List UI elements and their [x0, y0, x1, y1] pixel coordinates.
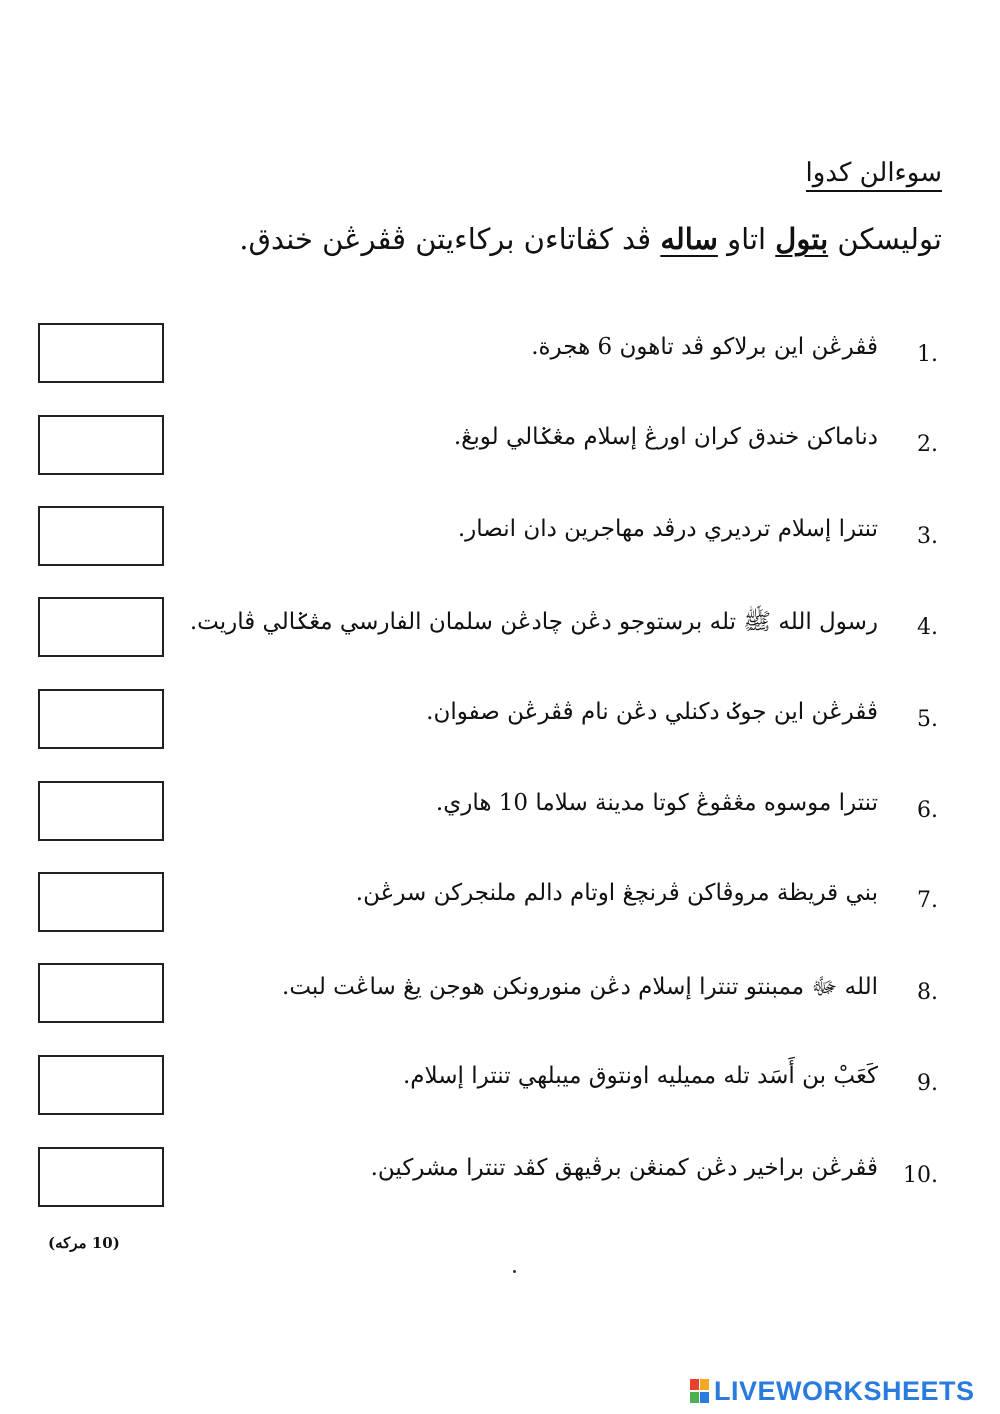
question-text: تنترا موسوه مڠڤوڠ كوتا مدينة سلاما 10 هاري.	[435, 790, 878, 816]
question-text: الله ﷻ ممبنتو تنترا إسلام دڠن منورونكن هوجن يڠ ساڠت لبت.	[282, 974, 878, 1000]
stray-dot	[513, 1270, 516, 1273]
answer-box-3[interactable]	[38, 506, 164, 566]
answer-box-4[interactable]	[38, 597, 164, 657]
answer-box-8[interactable]	[38, 963, 164, 1023]
question-number: 3.	[917, 524, 938, 549]
question-text: رسول الله ﷺ تله برستوجو دڠن چادڠن سلمان الفارسي مڠݢالي ڤاريت.	[189, 609, 878, 635]
logo-square	[700, 1392, 709, 1403]
question-number: 5.	[917, 707, 938, 732]
question-number: 10.	[903, 1163, 938, 1188]
logo-square	[690, 1379, 699, 1390]
instruction-part-1: توليسكن	[828, 222, 942, 256]
question-text: دناماكن خندق كران اورڠ إسلام مڠݢالي لوبڠ.	[453, 424, 878, 450]
liveworksheets-logo-icon	[690, 1379, 710, 1403]
answer-box-5[interactable]	[38, 689, 164, 749]
answer-box-1[interactable]	[38, 323, 164, 383]
false-word: ساله	[660, 222, 718, 256]
brand-name: LIVEWORKSHEETS	[714, 1375, 975, 1406]
answer-box-10[interactable]	[38, 1147, 164, 1207]
question-number: 2.	[917, 432, 938, 457]
question-text: ڤڤرڠن اين برلاكو ڤد تاهون 6 هجرة.	[531, 334, 878, 360]
question-number: 1.	[917, 342, 938, 367]
footer-brand	[690, 1376, 975, 1406]
logo-square	[690, 1392, 699, 1403]
answer-box-6[interactable]	[38, 781, 164, 841]
instruction-part-2: اتاو	[717, 222, 776, 256]
total-marks: (10 مركه)	[48, 1234, 120, 1252]
section-title: سوءالن كدوا	[806, 158, 942, 192]
question-text: بني قريظة مروڤاكن ڤرنچڠ اوتام دالم ملنجركن سرڠن.	[355, 880, 878, 906]
question-number: 7.	[917, 888, 938, 913]
answer-box-2[interactable]	[38, 415, 164, 475]
instruction-part-3: ڤد كڤاتاءن بركاءيتن ڤڤرڠن خندق.	[239, 222, 661, 256]
question-text: ڤڤرڠن براخير دڠن كمنڠن برڤيهق كڤد تنترا مشركين.	[370, 1155, 878, 1181]
logo-square	[700, 1379, 709, 1390]
instruction-text	[239, 222, 942, 256]
question-text: كَعَبْ بن أَسَد تله مميليه اونتوق ميبلهي تنترا إسلام.	[402, 1063, 878, 1089]
answer-box-7[interactable]	[38, 872, 164, 932]
answer-box-9[interactable]	[38, 1055, 164, 1115]
question-number: 8.	[917, 980, 938, 1005]
question-text: ڤڤرڠن اين جوݢ دكنلي دڠن نام ڤڤرڠن صفوان.	[426, 699, 878, 725]
true-word: بتول	[775, 222, 829, 256]
question-number: 6.	[917, 798, 938, 823]
question-text: تنترا إسلام ترديري درڤد مهاجرين دان انصار.	[457, 516, 878, 542]
question-number: 9.	[917, 1071, 938, 1096]
question-number: 4.	[917, 615, 938, 640]
